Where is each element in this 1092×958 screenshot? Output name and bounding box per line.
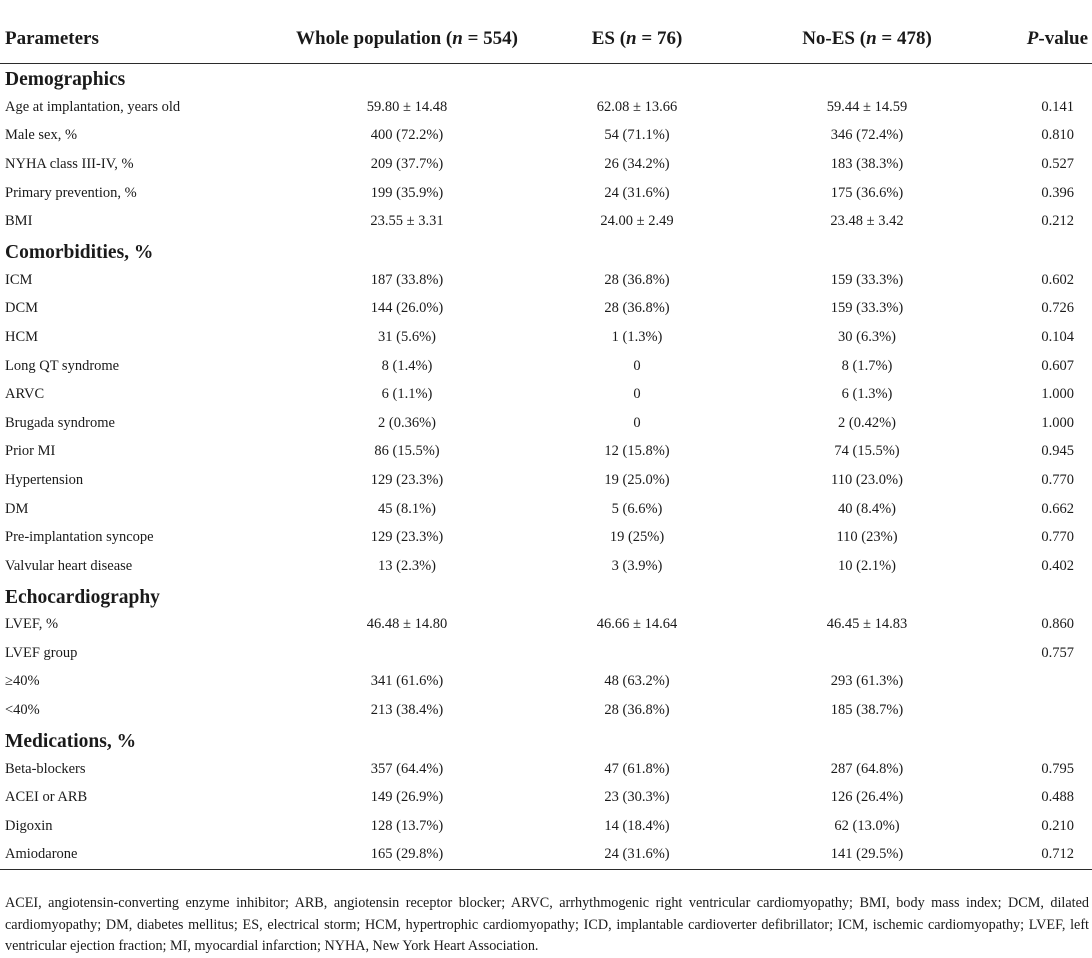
whole-population-cell: 2 (0.36%) (378, 414, 436, 431)
table-row (0, 841, 1092, 870)
table-row (0, 295, 1092, 324)
parameter-cell: ICM (5, 271, 33, 288)
table-row (0, 552, 1092, 581)
es-cell: 0 (633, 357, 641, 374)
parameter-cell: ACEI or ARB (5, 789, 88, 806)
table-row (0, 639, 1092, 668)
es-cell: 28 (36.8%) (604, 300, 670, 317)
table-row (0, 93, 1092, 122)
no-es-cell: 141 (29.5%) (830, 846, 904, 863)
parameter-cell: NYHA class III-IV, % (5, 155, 134, 172)
table-footnote: ACEI, angiotensin-converting enzyme inhibitor; ARB, angiotensin receptor blocker; ARVC, arrhythmogenic right ventricular cardiomyopathy; BMI, body mass index; DCM, dilated cardiomyopathy; DM, diabetes mellitus; ES, electrical storm; HCM, hypertrophic cardiomyopathy; ICD, implantable cardioverter defibrillator; ICM, ischemic cardiomyopathy; LVEF, left ventricular ejection fraction; MI, myocardial infarction; NYHA, New York Heart Association. (5, 895, 1089, 954)
characteristics-table (0, 15, 1092, 870)
no-es-cell: 159 (33.3%) (830, 271, 904, 288)
whole-population-cell: 165 (29.8%) (370, 846, 444, 863)
whole-population-cell: 13 (2.3%) (378, 557, 436, 574)
es-cell: 5 (6.6%) (611, 500, 663, 517)
parameter-cell: ARVC (5, 386, 45, 403)
p-value-cell: 1.000 (1041, 414, 1074, 431)
parameter-cell: Amiodarone (5, 846, 78, 863)
p-value-cell: 0.770 (1041, 529, 1074, 546)
section-title: Demographics (5, 69, 126, 91)
whole-population-cell: 23.55 ± 3.31 (370, 213, 444, 230)
whole-population-cell: 45 (8.1%) (378, 500, 436, 517)
parameter-cell: Digoxin (5, 817, 53, 834)
no-es-cell: 110 (23.0%) (831, 471, 903, 488)
p-value-cell: 0.726 (1041, 300, 1074, 317)
table-row (0, 266, 1092, 295)
parameter-cell: Valvular heart disease (5, 557, 133, 574)
p-value-cell: 0.770 (1041, 471, 1074, 488)
no-es-cell: 110 (23%) (836, 529, 898, 546)
no-es-cell: 159 (33.3%) (830, 300, 904, 317)
table-row (0, 611, 1092, 640)
no-es-cell: 30 (6.3%) (838, 328, 896, 345)
es-cell: 54 (71.1%) (604, 127, 670, 144)
parameter-cell: Brugada syndrome (5, 414, 115, 431)
table-row (0, 812, 1092, 841)
es-cell: 24 (31.6%) (604, 184, 670, 201)
p-value-cell: 0.757 (1041, 644, 1074, 661)
no-es-cell: 293 (61.3%) (830, 673, 904, 690)
table-row (0, 438, 1092, 467)
whole-population-cell: 129 (23.3%) (370, 471, 444, 488)
table-row (0, 755, 1092, 784)
es-cell: 12 (15.8%) (604, 443, 670, 460)
table-body (0, 63, 1092, 869)
header-p-value: P-value (1026, 27, 1088, 49)
parameter-cell: HCM (5, 328, 39, 345)
whole-population-cell: 400 (72.2%) (370, 127, 444, 144)
es-cell: 19 (25.0%) (604, 471, 670, 488)
p-value-cell: 0.396 (1041, 184, 1074, 201)
no-es-cell: 23.48 ± 3.42 (830, 213, 904, 230)
no-es-cell: 175 (36.6%) (830, 184, 904, 201)
no-es-cell: 183 (38.3%) (830, 155, 904, 172)
es-cell: 23 (30.3%) (604, 789, 670, 806)
no-es-cell: 59.44 ± 14.59 (826, 98, 908, 115)
header-es: ES (n = 76) (591, 27, 683, 49)
parameter-cell: Male sex, % (5, 127, 78, 144)
p-value-cell: 0.527 (1041, 155, 1074, 172)
table-row (0, 696, 1092, 725)
whole-population-cell: 59.80 ± 14.48 (366, 98, 448, 115)
whole-population-cell: 129 (23.3%) (370, 529, 444, 546)
es-cell: 48 (63.2%) (604, 673, 670, 690)
parameter-cell: Prior MI (5, 443, 56, 460)
no-es-cell: 74 (15.5%) (834, 443, 900, 460)
p-value-cell: 0.141 (1041, 98, 1074, 115)
p-value-cell: 0.860 (1041, 616, 1074, 633)
table-row (0, 466, 1092, 495)
section-header-row (0, 581, 1092, 611)
section-header-row (0, 63, 1092, 93)
table-row (0, 122, 1092, 151)
parameter-cell: Pre-implantation syncope (5, 529, 154, 546)
es-cell: 24 (31.6%) (604, 846, 670, 863)
whole-population-cell: 199 (35.9%) (370, 184, 444, 201)
p-value-cell: 0.104 (1041, 328, 1074, 345)
whole-population-cell: 357 (64.4%) (370, 760, 444, 777)
table-row (0, 495, 1092, 524)
section-title: Comorbidities, % (5, 241, 154, 263)
no-es-cell: 8 (1.7%) (841, 357, 893, 374)
section-title: Medications, % (5, 730, 137, 752)
no-es-cell: 6 (1.3%) (841, 386, 893, 403)
p-value-cell (1002, 668, 1092, 697)
no-es-cell: 2 (0.42%) (838, 414, 896, 431)
whole-population-cell: 31 (5.6%) (378, 328, 436, 345)
table-header (0, 15, 1092, 63)
table-row (0, 352, 1092, 381)
no-es-cell: 126 (26.4%) (830, 789, 904, 806)
p-value-cell: 0.602 (1041, 271, 1074, 288)
p-value-cell: 0.662 (1041, 500, 1074, 517)
p-value-cell: 0.795 (1041, 760, 1074, 777)
whole-population-cell: 187 (33.8%) (370, 271, 444, 288)
p-value-cell: 0.488 (1041, 789, 1074, 806)
parameter-cell: ≥40% (5, 673, 40, 690)
section-header-row (0, 725, 1092, 755)
whole-population-cell: 46.48 ± 14.80 (366, 616, 448, 633)
es-cell: 14 (18.4%) (604, 817, 670, 834)
no-es-cell: 287 (64.8%) (830, 760, 904, 777)
es-cell (542, 639, 732, 668)
p-value-cell: 0.212 (1041, 213, 1074, 230)
whole-population-cell: 86 (15.5%) (374, 443, 440, 460)
no-es-cell: 10 (2.1%) (838, 557, 896, 574)
cropped-caption-remnant (0, 0, 1092, 10)
table-row (0, 409, 1092, 438)
parameter-cell: Beta-blockers (5, 760, 86, 777)
table-row (0, 207, 1092, 236)
parameter-cell: Age at implantation, years old (5, 98, 181, 115)
header-whole-population: Whole population (n = 554) (296, 27, 518, 49)
whole-population-cell: 6 (1.1%) (381, 386, 433, 403)
no-es-cell (732, 639, 1002, 668)
parameter-cell: LVEF group (5, 644, 78, 661)
whole-population-cell: 209 (37.7%) (370, 155, 444, 172)
whole-population-cell: 341 (61.6%) (370, 673, 444, 690)
p-value-cell: 0.607 (1041, 357, 1074, 374)
p-value-cell: 0.810 (1041, 127, 1074, 144)
section-header-row (0, 236, 1092, 266)
p-value-cell: 0.945 (1041, 443, 1074, 460)
es-cell: 19 (25%) (609, 529, 665, 546)
parameter-cell: Long QT syndrome (5, 357, 120, 374)
table-row (0, 668, 1092, 697)
parameter-cell: <40% (5, 702, 40, 719)
es-cell: 26 (34.2%) (604, 155, 670, 172)
no-es-cell: 40 (8.4%) (838, 500, 896, 517)
whole-population-cell: 144 (26.0%) (370, 300, 444, 317)
parameter-cell: DCM (5, 300, 39, 317)
table-row (0, 150, 1092, 179)
parameter-cell: DM (5, 500, 29, 517)
es-cell: 28 (36.8%) (604, 702, 670, 719)
table-row (0, 380, 1092, 409)
es-cell: 24.00 ± 2.49 (600, 213, 674, 230)
parameter-cell: Primary prevention, % (5, 184, 137, 201)
no-es-cell: 185 (38.7%) (830, 702, 904, 719)
es-cell: 28 (36.8%) (604, 271, 670, 288)
parameter-cell: LVEF, % (5, 616, 59, 633)
whole-population-cell: 149 (26.9%) (370, 789, 444, 806)
table-row (0, 179, 1092, 208)
parameter-cell: BMI (5, 213, 33, 230)
header-no-es: No-ES (n = 478) (802, 27, 932, 49)
no-es-cell: 46.45 ± 14.83 (826, 616, 908, 633)
es-cell: 3 (3.9%) (611, 557, 663, 574)
table-row (0, 523, 1092, 552)
es-cell: 0 (633, 414, 641, 431)
whole-population-cell: 8 (1.4%) (381, 357, 433, 374)
es-cell: 46.66 ± 14.64 (596, 616, 678, 633)
no-es-cell: 346 (72.4%) (830, 127, 904, 144)
p-value-cell: 0.402 (1041, 557, 1074, 574)
whole-population-cell: 128 (13.7%) (370, 817, 444, 834)
p-value-cell: 0.712 (1041, 846, 1074, 863)
p-value-cell: 0.210 (1041, 817, 1074, 834)
no-es-cell: 62 (13.0%) (834, 817, 900, 834)
es-cell: 1 (1.3%) (611, 328, 663, 345)
parameter-cell: Hypertension (5, 471, 84, 488)
header-row (0, 15, 1092, 63)
table-row (0, 783, 1092, 812)
whole-population-cell: 213 (38.4%) (370, 702, 444, 719)
p-value-cell (1002, 696, 1092, 725)
p-value-cell: 1.000 (1041, 386, 1074, 403)
es-cell: 62.08 ± 13.66 (596, 98, 678, 115)
header-parameters: Parameters (5, 27, 99, 49)
es-cell: 47 (61.8%) (604, 760, 670, 777)
es-cell: 0 (633, 386, 641, 403)
section-title: Echocardiography (5, 586, 160, 608)
whole-population-cell (272, 639, 542, 668)
table-row (0, 323, 1092, 352)
